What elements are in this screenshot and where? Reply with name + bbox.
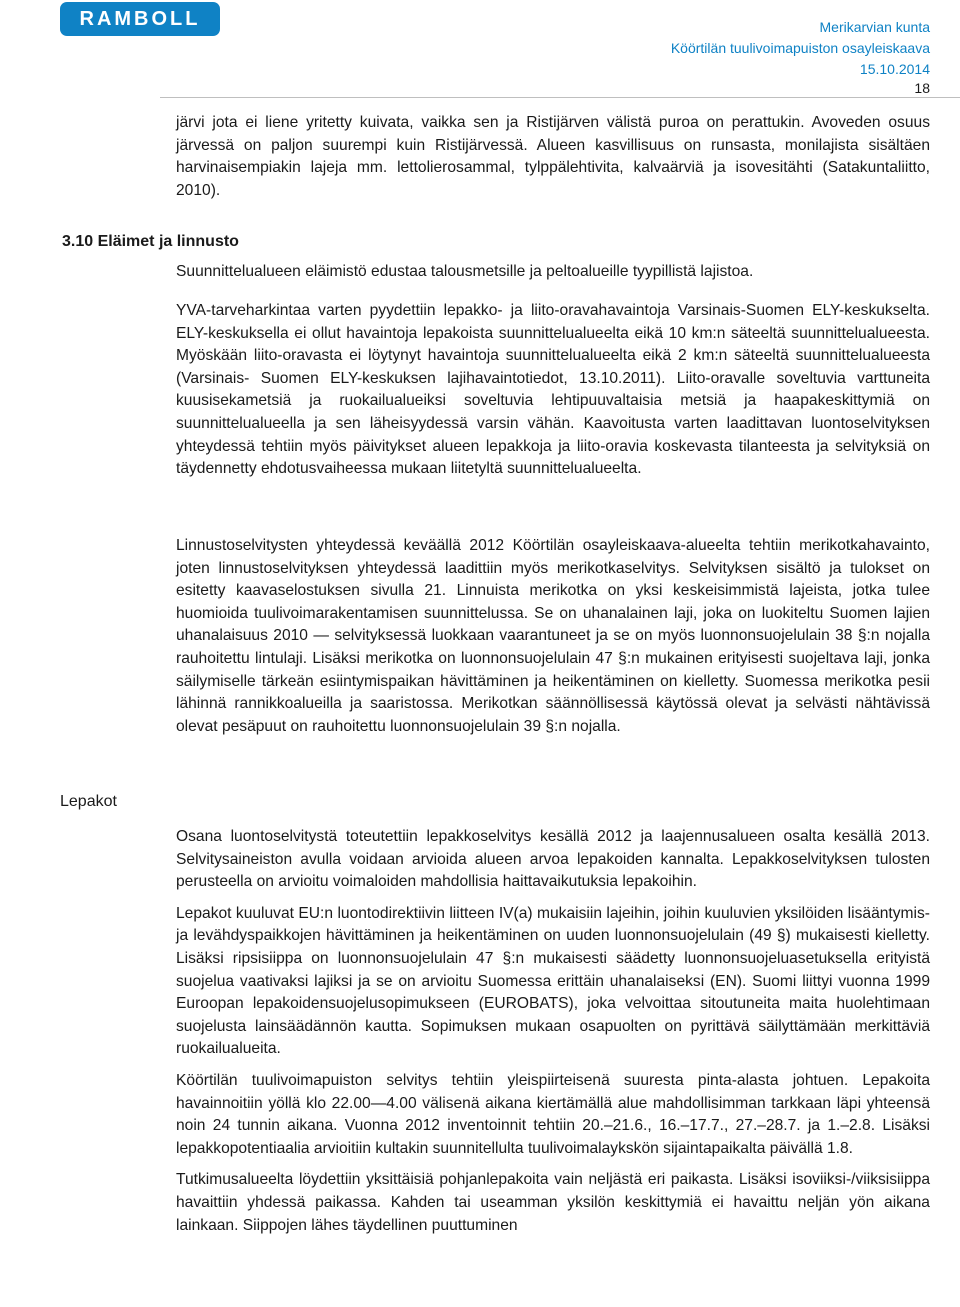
paragraph: Tutkimusalueelta löydettiin yksittäisiä pohjanlepakoita vain neljästä eri paikasta. Lisäksi isoviiksi-/viiksisiippa havaittiin yhdessä paikassa. Kahden tai useamman yksilön keskittymiä ei havaittu neljän yön aikana lainkaan. Siippojen lähes täydellinen puuttuminen <box>176 1171 930 1234</box>
paragraph: järvi jota ei liene yritetty kuivata, vaikka sen ja Ristijärven välistä puroa on perattukin. Avoveden osuus järvessä on paljon suurempi kuin Ristijärvessä. Alueen kasvillisuus on runsasta, monilajista sisältäen harvinaisempiakin lajeja mm. lettolierosammal, tylppälehtivita, kalvaärviä ja isovesitähti (Satakuntaliitto, 2010). <box>176 114 930 199</box>
paragraph-birds <box>176 535 930 738</box>
header-date: 15.10.2014 <box>859 61 930 77</box>
header-client: Merikarvian kunta <box>819 19 930 35</box>
paragraph-fauna-intro <box>176 261 930 284</box>
paragraph: YVA-tarveharkintaa varten pyydettiin lepakko- ja liito-oravahavaintoja Varsinais-Suomen ELY-keskukselta. ELY-keskuksella ei ollut havaintoja lepakoista suunnittelualueelta eikä 10 km:n säteeltä suunnittelualueesta. Myöskään liito-oravasta ei löytynyt havaintoja suunnittelualueelta eikä 2 km:n säteeltä suunnittelualueesta (Varsinais- Suomen ELY-keskuksen lajihavaintotiedot, 13.10.2011). Liito-oravalle soveltuvia varttuneita kuusisekametsiä ja ruokailualueiksi soveltuvia lehtipuuvaltaisia metsiä ja haapakeskittymiä on suunnittelualueella ja sen läheisyydessä varsin vähän. Kaavoitusta varten laadittavan luontoselvityksen yhteydessä tehtiin myös päivitykset alueen lepakkoja ja liito-oravia koskevasta tilanteesta ja selvityksiä on täydennetty ehdotusvaiheessa mukaan liitetyltä suunnittelualueelta. <box>176 302 930 478</box>
paragraph-lake-vegetation <box>176 112 930 202</box>
ramboll-logo: RAMBOLL <box>60 2 220 36</box>
header-project: Köörtilän tuulivoimapuiston osayleiskaava <box>670 40 930 56</box>
page-number: 18 <box>914 80 930 96</box>
paragraph: Osana luontoselvitystä toteutettiin lepakkoselvitys kesällä 2012 ja laajennusalueen osalta kesällä 2013. Selvitysaineiston avulla voidaan arvioida alueen arvoa lepakoiden kannalta. Lepakkoselvityksen tulosten perusteella on arvioitu voimaloiden mahdollisia haittavaikutuksia lepakoihin. <box>176 828 930 891</box>
paragraph-yva <box>176 300 930 481</box>
bats-section <box>176 826 930 1237</box>
paragraph: Linnustoselvitysten yhteydessä keväällä 2012 Köörtilän osayleiskaava-alueelta tehtiin merikotkahavainto, joten linnustoselvityksen yhteydessä laadittiin myös merikotkaselvitys. Selvityksen sisältö ja tulokset on esitetty kaavaselostuksen sivulla 21. Linnuista merikotka on yksi keskeisimmistä lajeista, jotka tulee huomioida tuulivoimarakentamisen suunnittelussa. Se on uhanalainen laji, joka on luokiteltu Suomen lajien uhanalaisuus 2010 — selvityksessä luokkaan vaarantuneet ja se on myös luonnonsuojelulain 38 §:n nojalla rauhoitettu lintulaji. Lisäksi merikotka on luonnonsuojelulain 47 §:n mukainen erityisesti suojeltava laji, jonka säilymiselle tärkeän esiintymispaikan hävittäminen ja heikentäminen on kielletty. Suomessa merikotka pesii lähinnä rannikkoalueilla ja saaristossa. Merikotkan säännöllisessä käytössä olevat ja selvästi nähtävissä olevat pesäpuut on rauhoitettu luonnonsuojelulain 39 §:n nojalla. <box>176 537 930 735</box>
paragraph: Köörtilän tuulivoimapuiston selvitys tehtiin yleispiirteisenä suuresta pinta-alasta johtuen. Lepakoita havainnoitiin yöllä klo 22.00—4.00 välisenä aikana kiertämällä alue mahdollisimman tarkkaan läpi yhteensä noin 24 tunnin aikana. Vuonna 2012 inventoinnit tehtiin 20.–21.6., 16.–17.7., 27.–28.7. ja 1.–2.8. Lisäksi lepakkopotentiaalia arvioitiin kultakin suunnitellulta tuulivoimalaykskön sijaintapaikalta päivällä 1.8. <box>176 1071 930 1157</box>
section-heading: 3.10 Eläimet ja linnusto <box>62 233 239 250</box>
paragraph: Lepakot kuuluvat EU:n luontodirektiivin liitteen IV(a) mukaisiin lajeihin, joihin kuuluvien yksilöiden lisääntymis- ja levähdyspaikkojen hävittäminen ja heikentäminen on uuden luonnonsuojelulain (49 §) mukaisesti kielletty. Lisäksi ripsisiippa on luonnonsuojelulain 47 §:n mukaisesti säädetty luonnonsuojeluasetuksella erityistä suojelua vaativaksi lajiksi ja se on arvioitu Suomessa erittäin uhanalaiseksi (EN). Suomi liittyi vuonna 1999 Euroopan lepakoidensuojelusopimukseen (EUROBATS), joka velvoittaa sitoutuneita maita huolehtimaan suojelusta lainsäädännön kautta. Sopimuksen mukaan osapuolten on pyrittävä säilyttämään merkittäviä ruokailualueita. <box>176 904 930 1058</box>
side-label-lepakot: Lepakot <box>60 793 117 810</box>
paragraph: Suunnittelualueen eläimistö edustaa talousmetsille ja peltoalueille tyypillistä lajistoa. <box>176 263 754 280</box>
header-divider <box>160 97 960 98</box>
